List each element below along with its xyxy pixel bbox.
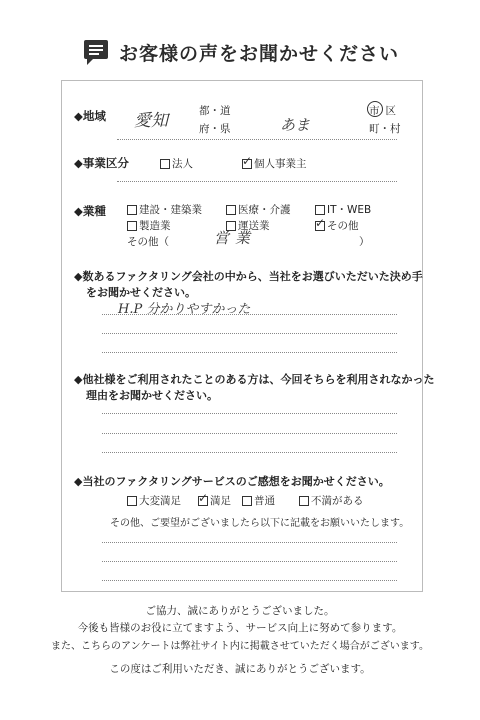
industry-option-construction[interactable]: 建設・建築業 (127, 202, 202, 217)
business-option-sole-proprietor[interactable]: ✓ 個人事業主 (242, 153, 307, 170)
q3-line-1 (102, 542, 397, 543)
business-type-label: ◆事業区分 (74, 156, 129, 170)
q3-question: ◆当社のファクタリングサービスのご感想をお聞かせください。 (74, 475, 390, 488)
region-prefecture-handwritten[interactable]: 愛知 (134, 111, 168, 131)
page-header (0, 38, 480, 66)
survey-chat-icon (81, 38, 111, 66)
industry-option-other[interactable]: ✓ その他 (315, 215, 359, 232)
region-to-do: 都・道 (199, 105, 231, 117)
q1-line-2 (102, 333, 397, 334)
q3-note: その他、ご要望がございましたら以下に記載をお願いいたします。 (110, 518, 410, 529)
region-line (117, 139, 397, 140)
q3-option-dissatisfied[interactable]: 不満がある (299, 493, 364, 508)
q2-question-line1: ◆他社様をご利用されたことのある方は、今回そちらを利用されなかった (74, 373, 435, 386)
survey-form (61, 80, 435, 592)
industry-other-handwritten[interactable]: 営業 (214, 229, 257, 247)
footer-thanks: ご協力、誠にありがとうございました。 (145, 605, 335, 617)
page-title: お客様の声をお聞かせください (118, 42, 399, 65)
q3-option-very-satisfied[interactable]: 大変満足 (127, 493, 181, 508)
q3-option-satisfied[interactable]: ✓ 満足 (198, 490, 231, 507)
industry-other-label: その他（ (127, 236, 169, 248)
industry-label: ◆業種 (74, 204, 106, 218)
footer-line4: この度はご利用いただき、誠にありがとうございます。 (109, 663, 371, 675)
q1-line-3 (102, 352, 397, 353)
q2-line-1 (102, 413, 397, 414)
q1-answer-handwritten[interactable]: H.P 分かりやすかった (118, 302, 251, 317)
footer-line2: 今後も皆様のお役に立てますよう、サービス向上に努めて参ります。 (77, 622, 403, 634)
industry-option-transport[interactable]: 運送業 (226, 218, 270, 233)
footer-line3: また、こちらのアンケートは弊社サイト内に掲載させていただく場合がございます。 (51, 641, 429, 652)
region-label: ◆地域 (74, 109, 106, 123)
industry-other-close: ） (359, 236, 370, 248)
q1-question-line1: ◆数あるファクタリング会社の中から、当社をお選びいただいた決め手 (74, 270, 423, 283)
q2-line-3 (102, 452, 397, 453)
q3-line-2 (102, 561, 397, 562)
industry-option-manufacturing[interactable]: 製造業 (127, 218, 171, 233)
business-option-corporation[interactable]: 法人 (160, 156, 193, 171)
industry-option-medical[interactable]: 医療・介護 (226, 202, 291, 217)
region-fu-ken: 府・県 (199, 123, 231, 135)
region-shi: 市 区 (369, 103, 396, 118)
region-cho-son: 町・村 (369, 123, 401, 135)
q2-line-2 (102, 433, 397, 434)
q3-option-normal[interactable]: 普通 (242, 493, 275, 508)
q2-question-line2: 理由をお聞かせください。 (86, 389, 218, 402)
region-city-handwritten[interactable]: あま (280, 116, 311, 134)
q1-line-1 (102, 314, 397, 315)
business-line (117, 181, 397, 182)
q1-question-line2: をお聞かせください。 (86, 286, 196, 299)
q3-line-3 (102, 580, 397, 581)
industry-option-it-web[interactable]: IT・WEB (315, 202, 371, 217)
